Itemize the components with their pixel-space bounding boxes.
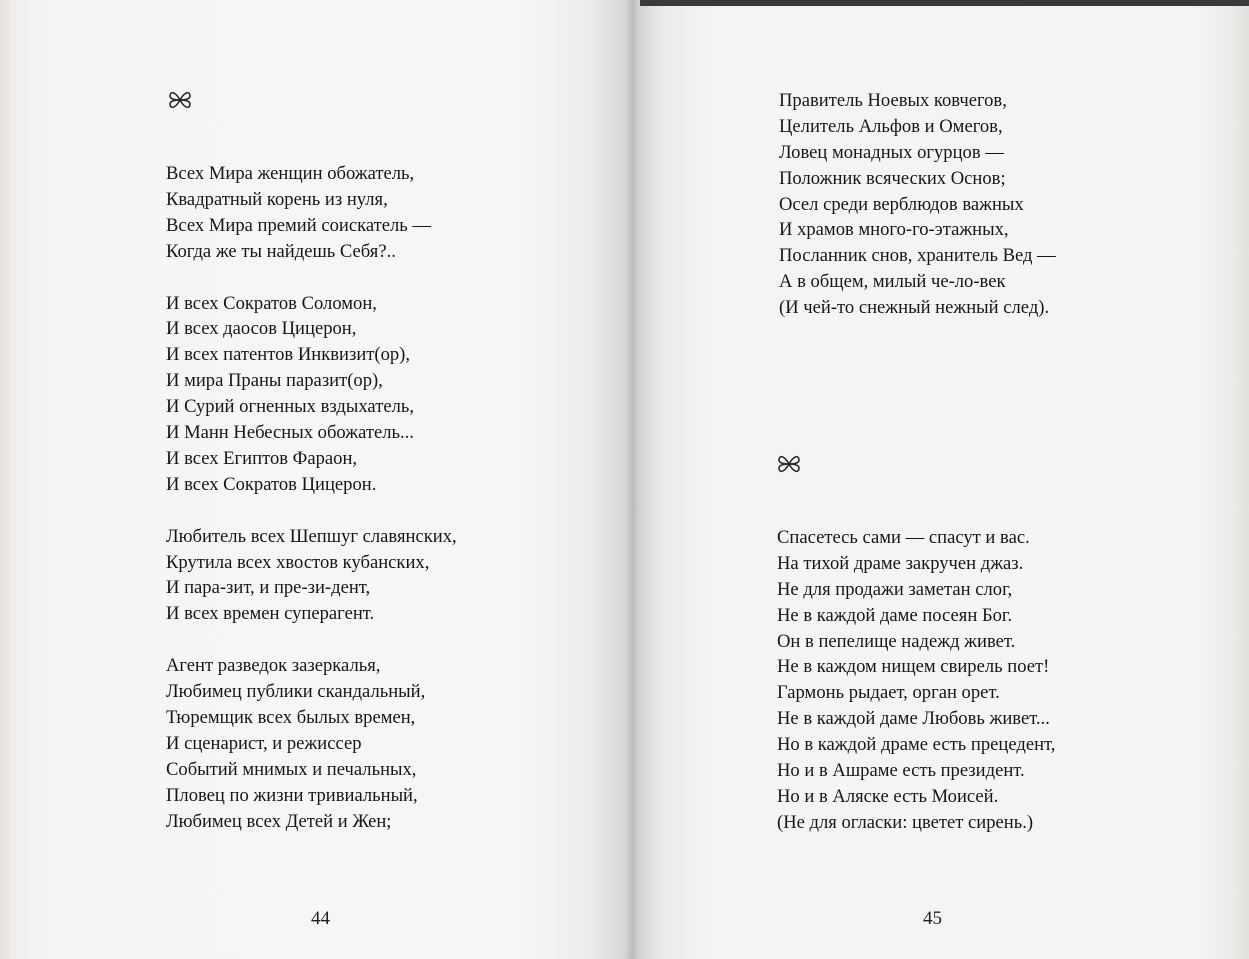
poem-line: Гармонь рыдает, орган орет.	[777, 682, 1000, 704]
stanza-3	[166, 524, 457, 628]
poem-line: (Не для огласки: цветет сирень.)	[777, 811, 1034, 833]
flower-ornament-icon	[776, 451, 802, 477]
poem-line: Не в каждой даме посеян Бог.	[777, 604, 1013, 626]
poem-line: Любимец всех Детей и Жен;	[166, 810, 392, 832]
poem-line: Но и в Аляске есть Моисей.	[777, 785, 999, 807]
poem-line: Любитель всех Шепшуг славянских,	[166, 525, 457, 547]
stanza-4	[166, 653, 457, 834]
poem-line: Он в пепелище надежд живет.	[777, 630, 1016, 652]
poem-line: Любимец публики скандальный,	[166, 681, 426, 703]
poem-line: И сценарист, и режиссер	[166, 732, 362, 754]
poem-line: Но в каждой драме есть прецедент,	[777, 734, 1056, 756]
poem-line: И всех Сократов Соломон,	[166, 292, 377, 314]
poem-line: Не в каждой даме Любовь живет...	[777, 708, 1050, 730]
poem-line: Но и в Ашраме есть президент.	[777, 760, 1025, 782]
poem-line: И всех патентов Инквизит(ор),	[166, 344, 411, 366]
poem-line: Осел среди верблюдов важных	[779, 193, 1024, 215]
poem-line: А в общем, милый че-ло-век	[779, 271, 1006, 293]
poem-line: На тихой драме закручен джаз.	[777, 552, 1024, 574]
poem-line: И мира Праны паразит(ор),	[166, 370, 383, 392]
poem-line: Целитель Альфов и Омегов,	[779, 115, 1003, 137]
poem-line: Всех Мира женщин обожатель,	[166, 163, 415, 184]
poem-line: Посланник снов, хранитель Вед —	[779, 245, 1056, 267]
poem-line: Квадратный корень из нуля,	[166, 188, 388, 210]
poem-line: Не в каждом нищем свирель поет!	[777, 656, 1050, 678]
poem-line: Когда же ты найдешь Себя?..	[166, 240, 396, 262]
poem-line: Крутила всех хвостов кубанских,	[166, 551, 430, 573]
poem-line: Пловец по жизни тривиальный,	[166, 784, 418, 806]
poem-line: И всех Египтов Фараон,	[166, 447, 358, 469]
poem-line: И всех Сократов Цицерон.	[166, 473, 377, 495]
poem-line: Событий мнимых и печальных,	[166, 758, 417, 780]
poem-line: И всех даосов Цицерон,	[166, 318, 357, 340]
poem-line: И Манн Небесных обожатель...	[166, 422, 414, 444]
poem-line: Тюремщик всех былых времен,	[166, 707, 416, 729]
poem-line: (И чей-то снежный нежный след).	[779, 297, 1050, 319]
stanza-6	[777, 525, 1055, 836]
poem-line: Всех Мира премий соискатель —	[166, 214, 431, 236]
flower-ornament-icon	[167, 87, 193, 113]
right-poem-top	[779, 88, 1056, 347]
right-poem-bottom	[777, 525, 1055, 862]
left-poem	[166, 161, 457, 860]
poem-line: И Сурий огненных вздыхатель,	[166, 396, 414, 418]
poem-line: Агент разведок зазеркалья,	[166, 655, 381, 677]
poem-line: Спасетесь сами — спасут и вас.	[777, 527, 1030, 548]
poem-line: И храмов много-го-этажных,	[779, 219, 1009, 241]
poem-line: Ловец монадных огурцов —	[779, 141, 1004, 163]
poem-line: Правитель Ноевых ковчегов,	[779, 90, 1007, 111]
poem-line: И пара-зит, и пре-зи-дент,	[166, 577, 371, 599]
page-number-left: 44	[311, 908, 330, 929]
poem-line: Не для продажи заметан слог,	[777, 578, 1013, 600]
poem-line: Положник всяческих Основ;	[779, 167, 1006, 189]
poem-line: И всех времен суперагент.	[166, 603, 375, 625]
page-number-right: 45	[923, 908, 942, 929]
right-page	[632, 0, 1249, 959]
book-cover-edge	[640, 0, 1249, 6]
stanza-2	[166, 291, 457, 498]
stanza-5	[779, 88, 1056, 321]
stanza-1	[166, 161, 457, 265]
